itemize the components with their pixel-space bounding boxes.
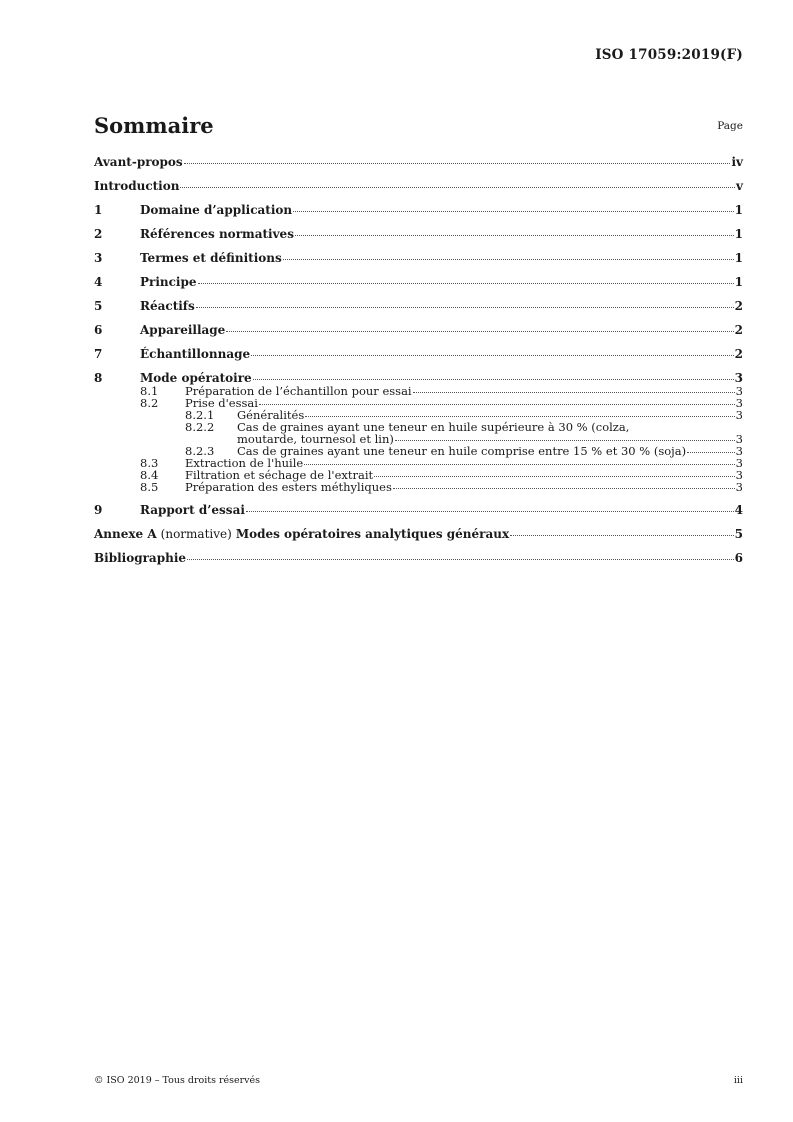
toc-entry-8[interactable] <box>94 371 743 385</box>
toc-entry-3[interactable] <box>94 251 743 265</box>
leader-dots <box>304 464 734 465</box>
toc-entry-label: Bibliographie <box>94 551 187 565</box>
toc-entry-annex-a[interactable] <box>94 527 743 541</box>
toc-entry-4[interactable] <box>94 275 743 289</box>
toc-entry-introduction[interactable] <box>94 179 743 193</box>
leader-dots <box>305 416 734 417</box>
toc-entry-label: Modes opératoires analytiques généraux <box>235 527 510 541</box>
toc-entry-label: Extraction de l'huile <box>185 456 304 470</box>
toc-entry-9[interactable] <box>94 503 743 517</box>
leader-dots <box>374 476 735 477</box>
toc-entry-label: Cas de graines ayant une teneur en huile comprise entre 15 % et 30 % (soja) <box>237 444 687 458</box>
toc-entry-label: Termes et définitions <box>140 251 282 265</box>
toc-entry-page: iv <box>731 155 743 169</box>
toc-entry-page: 3 <box>735 468 743 482</box>
toc-entry-number: 4 <box>94 275 103 289</box>
toc-entry-number: 8 <box>94 371 103 385</box>
toc-entry-number: 8.2.2 <box>185 420 215 434</box>
toc-entry-number: 8.2.3 <box>185 444 215 458</box>
toc-entry-number: 5 <box>94 299 103 313</box>
toc-entry-page: 3 <box>735 456 743 470</box>
toc-entry-label: Introduction <box>94 179 180 193</box>
toc-entry-page: 1 <box>734 227 743 241</box>
toc-entry-label: Appareillage <box>140 323 226 337</box>
toc-entry-page: 3 <box>735 384 743 398</box>
leader-dots <box>226 331 733 332</box>
toc-entry-5[interactable] <box>94 299 743 313</box>
leader-dots <box>187 559 734 560</box>
leader-dots <box>246 511 734 512</box>
toc-entry-2[interactable] <box>94 227 743 241</box>
leader-dots <box>196 307 734 308</box>
toc-entry-label-line1: Cas de graines ayant une teneur en huile supérieure à 30 % (colza, <box>237 420 630 434</box>
toc-entry-foreword[interactable] <box>94 155 743 169</box>
toc-entry-label: Filtration et séchage de l'extrait <box>185 468 374 482</box>
toc-entry-number: 8.2.1 <box>185 408 215 422</box>
toc-entry-label: Échantillonnage <box>140 347 251 361</box>
toc-entry-number: 6 <box>94 323 103 337</box>
toc-entry-label-line2: moutarde, tournesol et lin) <box>237 432 394 446</box>
toc-entry-number: 8.3 <box>140 456 159 470</box>
page-column-label: Page <box>717 120 743 132</box>
toc-entry-number: 8.2 <box>140 396 159 410</box>
toc-entry-page: 4 <box>734 503 743 517</box>
toc-entry-number: 3 <box>94 251 103 265</box>
toc-entry-7[interactable] <box>94 347 743 361</box>
leader-dots <box>413 392 735 393</box>
leader-dots <box>295 235 734 236</box>
toc-entry-number: 2 <box>94 227 103 241</box>
table-of-contents <box>94 155 743 565</box>
toc-entry-page: 3 <box>734 371 743 385</box>
toc-entry-number: 8.4 <box>140 468 159 482</box>
leader-dots <box>687 452 735 453</box>
toc-entry-label: Préparation de l’échantillon pour essai <box>185 384 412 398</box>
toc-entry-page: 5 <box>734 527 743 541</box>
toc-entry-number: 7 <box>94 347 103 361</box>
toc-entry-page: 3 <box>735 480 743 494</box>
toc-entry-page: 3 <box>735 432 743 446</box>
toc-title: Sommaire <box>94 113 214 138</box>
toc-entry-label: Principe <box>140 275 197 289</box>
toc-entry-label: Domaine d’application <box>140 203 293 217</box>
leader-dots <box>393 488 735 489</box>
leader-dots <box>293 211 734 212</box>
toc-entry-page: 1 <box>734 251 743 265</box>
toc-entry-8-2-2[interactable] <box>94 421 743 445</box>
leader-dots <box>184 163 731 164</box>
leader-dots <box>253 379 734 380</box>
toc-entry-8-5[interactable] <box>94 481 743 493</box>
leader-dots <box>198 283 734 284</box>
leader-dots <box>180 187 735 188</box>
leader-dots <box>283 259 734 260</box>
leader-dots <box>251 355 733 356</box>
toc-entry-bibliography[interactable] <box>94 551 743 565</box>
toc-entry-annex-qualifier: (normative) <box>160 527 232 541</box>
footer-copyright: © ISO 2019 – Tous droits réservés <box>94 1075 261 1086</box>
toc-entry-page: v <box>736 179 743 193</box>
toc-entry-label: Mode opératoire <box>140 371 252 385</box>
toc-entry-page: 3 <box>735 408 743 422</box>
toc-entry-label: Réactifs <box>140 299 195 313</box>
footer-page-number: iii <box>733 1075 743 1086</box>
toc-entry-label: Avant-propos <box>94 155 183 169</box>
toc-entry-page: 3 <box>735 396 743 410</box>
toc-entry-page: 2 <box>734 323 743 337</box>
toc-entry-label: Généralités <box>237 408 305 422</box>
leader-dots <box>510 535 734 536</box>
toc-entry-label: Références normatives <box>140 227 294 241</box>
toc-entry-number: 9 <box>94 503 103 517</box>
toc-entry-number: 1 <box>94 203 103 217</box>
leader-dots <box>395 440 735 441</box>
toc-entry-annex-prefix: Annexe A <box>94 527 157 541</box>
toc-entry-number: 8.5 <box>140 480 159 494</box>
toc-entry-page: 6 <box>734 551 743 565</box>
toc-entry-number: 8.1 <box>140 384 159 398</box>
toc-entry-label: Prise d'essai <box>185 396 258 410</box>
toc-entry-1[interactable] <box>94 203 743 217</box>
toc-entry-page: 1 <box>734 203 743 217</box>
toc-entry-page: 1 <box>734 275 743 289</box>
toc-entry-page: 2 <box>734 299 743 313</box>
toc-entry-6[interactable] <box>94 323 743 337</box>
toc-entry-label: Préparation des esters méthyliques <box>185 480 392 494</box>
standard-identifier: ISO 17059:2019(F) <box>595 47 743 63</box>
toc-entry-page: 3 <box>735 444 743 458</box>
leader-dots <box>259 404 735 405</box>
toc-entry-label: Rapport d’essai <box>140 503 245 517</box>
toc-entry-page: 2 <box>734 347 743 361</box>
